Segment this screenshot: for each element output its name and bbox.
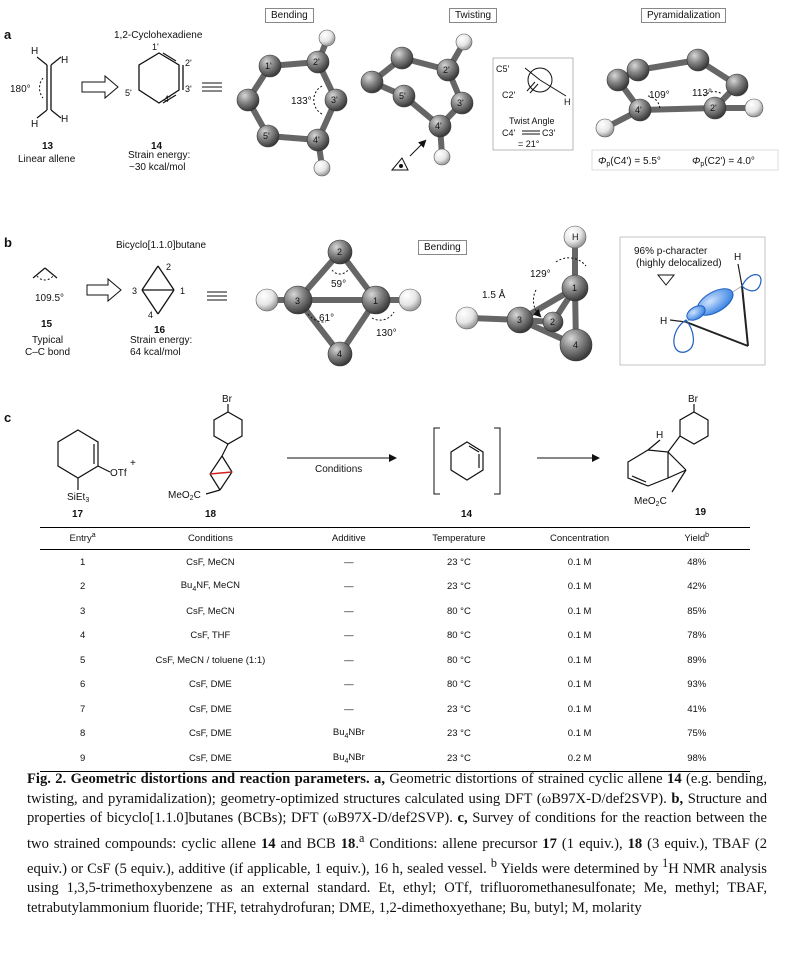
- cell-additive: —: [344, 605, 354, 617]
- header-concentration: Concentration: [516, 528, 644, 550]
- table-row: [40, 722, 750, 747]
- bcb-18: [168, 394, 242, 520]
- tetrahedral-carbon-15: [25, 268, 70, 358]
- angle-180-label: 180°: [10, 84, 31, 95]
- phi-sub-1: p: [606, 161, 611, 168]
- phi-symbol-1: Φ: [598, 156, 607, 167]
- cell-concentration: 0.1 M: [567, 654, 592, 666]
- header-yield: Yield$^b$: [643, 528, 750, 550]
- cell-temperature: 80 °C: [446, 605, 471, 617]
- bending-model-a: [237, 30, 347, 176]
- strain-label-b: Strain energy:: [130, 335, 193, 346]
- cell-entry: 4: [79, 630, 86, 642]
- cell-conditions: CsF, MeCN / toluene (1:1): [155, 654, 266, 666]
- angle-59-label: 59°: [331, 279, 347, 290]
- meo2c-sub-19: 2: [655, 501, 660, 508]
- sieth-label: SiEt: [67, 492, 86, 503]
- cell-concentration: 0.1 M: [567, 703, 592, 715]
- equivalence-sign-a: [202, 83, 222, 91]
- cell-yield: 75%: [687, 728, 707, 740]
- bend-atom-4: 4': [313, 135, 320, 145]
- br-label-18: Br: [222, 394, 232, 405]
- bending-label-a: Bending: [265, 8, 314, 23]
- table-row: [40, 599, 750, 624]
- compound-19-label: 19: [695, 507, 707, 518]
- cc-bond-label: C–C bond: [25, 347, 71, 358]
- twist-atom-4: 4': [435, 121, 442, 131]
- compound-16-label: 16: [154, 325, 166, 336]
- pchar-line-1: 96% p-character: [634, 246, 708, 257]
- bcb-model-bending: [256, 240, 421, 366]
- cell-concentration: 0.1 M: [567, 728, 592, 740]
- bcb-atom-4: 4: [337, 349, 343, 359]
- reaction-arrow: [287, 458, 395, 475]
- cell-yield: 48%: [687, 556, 707, 568]
- twisting-label: Twisting: [449, 8, 497, 23]
- strain-label-a: Strain energy:: [128, 150, 191, 161]
- open-arrow-a: [82, 76, 118, 98]
- bcb3d-atom-3: 3: [517, 315, 523, 325]
- newman-c5: C5': [496, 64, 510, 74]
- compound-18-label: 18: [205, 509, 217, 520]
- twist-atom-2: 2': [443, 65, 450, 75]
- orbital-h-1: H: [734, 252, 742, 263]
- cell-additive: —: [344, 581, 354, 593]
- cell-entry: 5: [79, 654, 86, 666]
- open-arrow-b: [87, 279, 121, 301]
- table-row: [40, 673, 750, 698]
- cell-yield: 85%: [687, 605, 707, 617]
- compound-17-label: 17: [72, 509, 84, 520]
- cell-entry: 1: [79, 556, 86, 568]
- table-row: [40, 697, 750, 722]
- pchar-line-2: (highly delocalized): [636, 258, 722, 269]
- bicyclobutane-16: [116, 240, 206, 358]
- cell-additive: —: [344, 679, 354, 691]
- cell-temperature: 80 °C: [446, 654, 471, 666]
- otf-label: OTf: [110, 468, 127, 479]
- cell-conditions: $Bu_4NF$, MeCN: [180, 580, 241, 594]
- cell-yield: 41%: [687, 703, 707, 715]
- compound-14-c-label: 14: [461, 509, 473, 520]
- table-row: [40, 575, 750, 600]
- pyr-atom-4: 4': [635, 105, 642, 115]
- bend-atom-3: 3': [331, 95, 338, 105]
- strain-value-b: 64 kcal/mol: [130, 347, 181, 358]
- twist-atom-5: 5': [399, 91, 406, 101]
- angle-1095-label: 109.5°: [35, 293, 65, 304]
- cell-temperature: 80 °C: [446, 679, 471, 691]
- cell-entry: 9: [40, 746, 125, 771]
- precursor-17: [58, 430, 127, 520]
- table-row: [40, 624, 750, 649]
- cell-yield: 42%: [687, 581, 707, 593]
- panel-b-letter: b: [4, 235, 12, 250]
- cell-concentration: 0.2 M: [516, 746, 644, 771]
- bcb-model-perspective: [456, 226, 592, 361]
- cell-conditions: CsF, MeCN: [186, 556, 235, 568]
- bcb-atom-1: 1: [373, 296, 379, 306]
- twisting-model: [361, 34, 473, 170]
- cell-concentration: 0.1 M: [567, 630, 592, 642]
- bcb3d-atom-2: 2: [550, 317, 556, 327]
- bending-label-b: Bending: [418, 240, 467, 255]
- cell-additive: —: [344, 654, 354, 666]
- orbital-diagram: [620, 237, 765, 365]
- svg-text:SiEt3: [67, 492, 89, 504]
- cell-concentration: 0.1 M: [567, 679, 592, 691]
- angle-113-label: 113°: [692, 88, 712, 99]
- product-19: [628, 394, 708, 518]
- cell-entry: 7: [79, 703, 86, 715]
- bend-atom-1: 1': [265, 61, 272, 71]
- bcb3d-atom-1: 1: [572, 283, 578, 293]
- table-row: [40, 648, 750, 673]
- header-conditions: Conditions: [125, 528, 295, 550]
- ring-label-3: 3': [185, 84, 192, 94]
- pyramidalization-label: Pyramidalization: [641, 8, 726, 23]
- br-label-19: Br: [688, 394, 698, 405]
- bcb-num-2: 2: [166, 262, 172, 272]
- cell-entry: 6: [79, 679, 86, 691]
- newman-c2: C2': [502, 90, 516, 100]
- newman-projection: [493, 58, 573, 150]
- bcb3d-h: H: [572, 232, 579, 242]
- allene-h-3: H: [31, 119, 39, 130]
- phi-c2: (C2') = 4.0°: [704, 156, 755, 167]
- distance-label: 1.5 Å: [482, 290, 506, 301]
- cell-entry: 2: [79, 581, 86, 593]
- allene-h-2: H: [61, 55, 69, 66]
- svg-text:MeO2C: [168, 490, 201, 502]
- meo2c-18: MeO: [168, 490, 190, 501]
- twist-c4: C4': [502, 128, 516, 138]
- caption-title: Fig. 2. Geometric distortions and reaction parameters.: [27, 771, 370, 787]
- cell-conditions: CsF, DME: [189, 679, 232, 691]
- allene-h-1: H: [31, 46, 39, 57]
- svg-text:MeO2C: [634, 496, 667, 508]
- bcb-atom-3: 3: [295, 296, 301, 306]
- cell-temperature: 23 °C: [402, 746, 516, 771]
- allene-h-4: H: [61, 114, 69, 125]
- cell-concentration: 0.1 M: [567, 556, 592, 568]
- cell-conditions: CsF, DME: [125, 746, 295, 771]
- panel-c-letter: c: [4, 410, 12, 425]
- cell-yield: 98%: [643, 746, 750, 771]
- cell-conditions: CsF, MeCN: [186, 605, 235, 617]
- cell-additive: —: [344, 703, 354, 715]
- orbital-h-2: H: [660, 316, 668, 327]
- cell-concentration: 0.1 M: [567, 581, 592, 593]
- cell-conditions: CsF, THF: [190, 630, 231, 642]
- equivalence-sign-b: [207, 292, 227, 300]
- cell-temperature: 80 °C: [446, 630, 471, 642]
- cell-yield: 78%: [687, 630, 707, 642]
- meo2c-19: MeO: [634, 496, 656, 507]
- table-header-row: [40, 528, 750, 550]
- linear-allene-13: [10, 46, 76, 165]
- table-row: [40, 550, 750, 575]
- linear-allene-label: Linear allene: [18, 154, 76, 165]
- sieth-sub: 3: [85, 497, 90, 504]
- meo2c-sub-18: 2: [189, 495, 194, 502]
- bcb3d-atom-4: 4: [573, 340, 579, 350]
- ring-label-2: 2': [185, 58, 192, 68]
- meo2c-end-18: C: [193, 490, 201, 501]
- cell-additive: $Bu_4NBr$: [296, 746, 403, 771]
- cell-entry: 3: [79, 605, 86, 617]
- intermediate-14-bracketed: [434, 428, 500, 520]
- cell-conditions: CsF, DME: [189, 703, 232, 715]
- cyclohexadiene-title: 1,2-Cyclohexadiene: [114, 30, 203, 41]
- cell-additive: —: [344, 556, 354, 568]
- phi-sub-2: p: [700, 161, 705, 168]
- twist-atom-3: 3': [457, 98, 464, 108]
- bcb-num-4: 4: [148, 310, 154, 320]
- angle-130-label: 130°: [376, 328, 397, 339]
- meo2c-end-19: C: [659, 496, 667, 507]
- header-temperature: Temperature: [402, 528, 516, 550]
- pyramidalization-model: [592, 49, 778, 170]
- cell-additive: $Bu_4NBr$: [332, 727, 365, 741]
- cell-concentration: 0.1 M: [567, 605, 592, 617]
- typical-label: Typical: [32, 335, 64, 346]
- cell-entry: 8: [79, 728, 86, 740]
- table-row: [40, 746, 750, 771]
- strain-value-a: ~30 kcal/mol: [129, 162, 186, 173]
- cell-conditions: CsF, DME: [189, 728, 232, 740]
- ring-label-4: 4': [164, 94, 171, 104]
- product-h: H: [656, 430, 664, 441]
- twist-value: = 21°: [518, 139, 540, 149]
- cell-temperature: 23 °C: [446, 703, 471, 715]
- bend-atom-5: 5': [263, 131, 270, 141]
- figure-caption: Fig. 2. Geometric distortions and reaction parameters. a, Geometric distortions of strained cyclic allene 14 (e.g. bending, twisting, and pyramidalization); geometry-optimized structures calculated using DFT (ωB97X-D/def2SVP). b, Structure and properties of bicyclo[1.1.0]butanes (BCBs); DFT (ωB97X-D/def2SVP). c, Survey of conditions for the reaction between the two strained compounds: cyclic allene 14 and BCB 18.$^a$ Conditions: allene precursor 17 (1 equiv.), 18 (3 equiv.), TBAF (2 equiv.) or CsF (5 equiv.), additive (if applicable, 1 equiv.), 16 h, sealed vessel. $^b$ Yields were determined by $^1$H NMR analysis using 1,3,5-trimethoxybenzene as an external standard. Et, ethyl; OTf, trifluoromethanesulfonate; Me, methyl; TBAF, tetrabutylammonium fluoride; THF, tetrahydrofuran; DME, 1,2-dimethoxyethane; Bu, butyl; M, molarity: [27, 771, 768, 916]
- cyclohexadiene-14: [114, 30, 203, 173]
- panel-a-letter: a: [4, 27, 12, 42]
- cell-temperature: 23 °C: [446, 581, 471, 593]
- bcb-num-1: 1: [180, 286, 186, 296]
- twist-angle-title: Twist Angle: [509, 116, 555, 126]
- newman-h: H: [564, 97, 571, 107]
- pyr-atom-2: 2': [710, 103, 717, 113]
- plus-sign: +: [130, 458, 136, 469]
- conditions-table: [40, 527, 750, 772]
- angle-109-label: 109°: [649, 90, 670, 101]
- header-additive: Additive: [296, 528, 403, 550]
- header-entry: Entry$^a$: [40, 528, 125, 550]
- cell-additive: —: [344, 630, 354, 642]
- compound-14-label: 14: [151, 141, 163, 152]
- angle-61-label: 61°: [319, 313, 335, 324]
- phi-c4: (C4') = 5.5°: [610, 156, 661, 167]
- bcb-title: Bicyclo[1.1.0]butane: [116, 240, 207, 251]
- cell-temperature: 23 °C: [446, 556, 471, 568]
- ring-label-5: 5': [125, 88, 132, 98]
- compound-15-label: 15: [41, 319, 53, 330]
- twist-c3: C3': [542, 128, 556, 138]
- ring-label-1: 1': [152, 42, 159, 52]
- cell-yield: 89%: [687, 654, 707, 666]
- bend-atom-2: 2': [313, 57, 320, 67]
- phi-symbol-2: Φ: [692, 156, 701, 167]
- bcb-atom-2: 2: [337, 247, 343, 257]
- cell-yield: 93%: [687, 679, 707, 691]
- conditions-arrow-label: Conditions: [315, 464, 363, 475]
- angle-129-label: 129°: [530, 269, 551, 280]
- angle-133-label: 133°: [291, 96, 312, 107]
- compound-13-label: 13: [42, 141, 54, 152]
- cell-temperature: 23 °C: [446, 728, 471, 740]
- bcb-num-3: 3: [132, 286, 138, 296]
